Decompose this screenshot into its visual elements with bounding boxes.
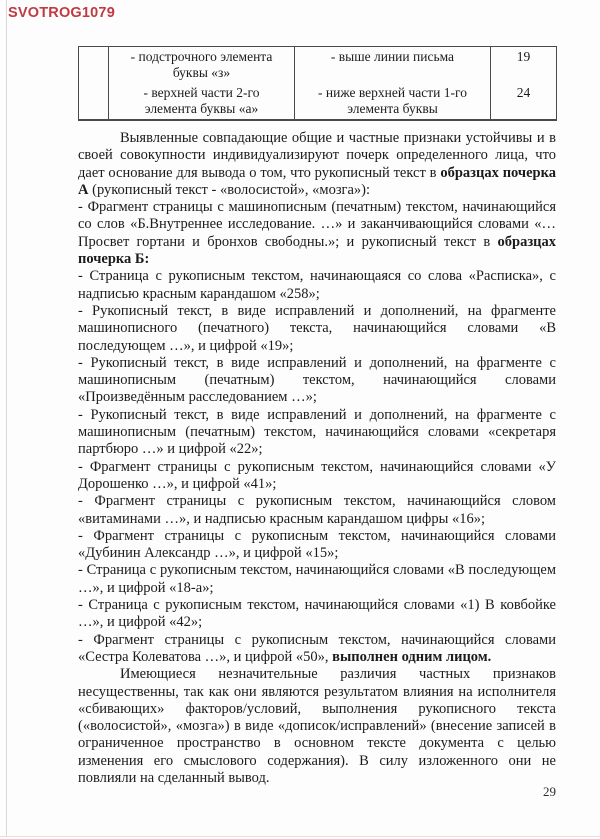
text-segment: - Рукописный текст, в виде исправлений и дополнений, на фрагменте с машинописным (печатным) текстом, начинающийся словами «секретаря партбюро …» и цифрой «22»; (78, 406, 556, 458)
text-segment: Выявленные совпадающие общие и частные признаки устойчивы и в своей совокупности индивидуализируют почерк определенного лица, что дает основание для вывода о том, что рукописный текст в (78, 130, 556, 181)
bold-text-segment: выполнен одним лицом. (332, 648, 492, 665)
features-table (78, 46, 557, 121)
table-cell: 19 (491, 47, 557, 84)
text-segment: - Рукописный текст, в виде исправлений и дополнений, на фрагменте с машинописным (печатным) текстом, начинающийся словами «Произведённым расследованием …»; (78, 354, 556, 406)
table-cell: 24 (491, 83, 557, 120)
paragraph (78, 493, 556, 528)
watermark: SVOTROG1079 (8, 5, 115, 21)
text-segment: - Страница с рукописным текстом, начинающийся словами «В последующем …», и цифрой «18-а»; (78, 562, 556, 596)
paragraph (78, 459, 556, 494)
paragraph (78, 632, 556, 667)
table-cell: - выше линии письма (295, 47, 491, 84)
paragraph (78, 303, 556, 355)
bold-text-segment: образцах почерка А (78, 164, 556, 198)
paragraph (78, 562, 556, 597)
text-segment: - Фрагмент страницы с рукописным текстом, начинающийся словом «витаминами …», и надписью красным карандашом цифры «16»; (78, 493, 556, 527)
text-segment: - Фрагмент страницы с рукописным текстом, начинающийся словами «Сестра Колеватова …», и цифрой «50», (78, 631, 556, 665)
page-content (78, 46, 556, 787)
document-body (78, 130, 556, 787)
paragraph (78, 268, 556, 303)
text-segment: Имеющиеся незначительные различия частных признаков несущественны, так как они являются результатом влияния на исполнителя «сбивающих» факторов/условий, выполнения рукописного текста («волосистой», «мозга») в виде «дописок/исправлений» (внесение записей в ограниченное пространство в основном тексте документа с целью изменения его смыслового содержания). В силу изложенного они не повлияли на сделанный вывод. (78, 666, 556, 786)
text-segment: (рукописный текст - «волосистой», «мозга»): (88, 181, 371, 198)
paragraph (78, 528, 556, 563)
bold-text-segment: образцах почерка Б: (78, 233, 556, 268)
paragraph (78, 130, 556, 199)
text-segment: - Рукописный текст, в виде исправлений и дополнений, на фрагменте машинописного (печатного) текста, начинающийся словами «В последующем …», и цифрой «19»; (78, 302, 556, 354)
table-cell: - ниже верхней части 1-го элемента буквы (295, 83, 491, 120)
paragraph (78, 666, 556, 787)
table-cell: - подстрочного элемента буквы «з» (109, 47, 295, 84)
paragraph (78, 199, 556, 268)
page-number: 29 (543, 784, 556, 799)
table-cell: - верхней части 2-го элемента буквы «а» (109, 83, 295, 120)
paragraph (78, 407, 556, 459)
table-row (79, 47, 557, 84)
table-row (79, 83, 557, 120)
text-segment: - Фрагмент страницы с машинописным (печатным) текстом, начинающийся со слов «Б.Внутреннее исследование. …» и заканчивающийся словами «…Просвет гортани и бронхов свободны.»; и рукописный текст в (78, 199, 556, 250)
page-bottom-edge-line (0, 836, 600, 837)
text-segment: - Страница с рукописным текстом, начинающаяся со слова «Расписка», с надписью красным карандашом «258»; (78, 268, 556, 302)
paragraph (78, 597, 556, 632)
table-cell (79, 47, 109, 84)
text-segment: - Страница с рукописным текстом, начинающийся словами «1) В ковбойке …», и цифрой «42»; (78, 597, 556, 631)
table-cell (79, 83, 109, 120)
text-segment: - Фрагмент страницы с рукописным текстом, начинающийся словами «Дубинин Александр …», и цифрой «15»; (78, 527, 556, 562)
page-left-edge-line (6, 0, 7, 836)
text-segment: - Фрагмент страницы с рукописным текстом, начинающийся словами «У Дорошенко …», и цифрой «41»; (78, 458, 556, 492)
paragraph (78, 355, 556, 407)
features-table-body (79, 47, 557, 121)
